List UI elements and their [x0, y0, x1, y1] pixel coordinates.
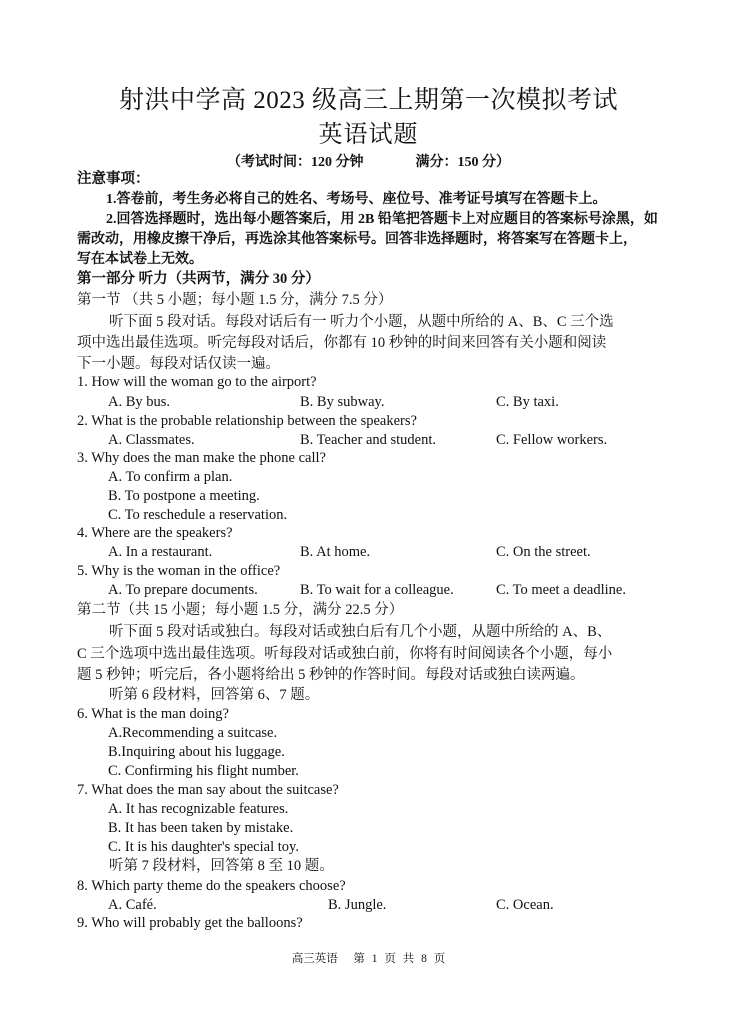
- page-footer: [0, 950, 737, 966]
- notice-heading: 注意事项：: [77, 171, 150, 187]
- section2-intro-line-3: 题 5 秒钟；听完后，各小题将给出 5 秒钟的作答时间。每段对话或独白读两遍。: [77, 667, 585, 683]
- question-5-option-a: A. To prepare documents.: [108, 582, 258, 598]
- question-7-stem: 7. What does the man say about the suitcase?: [77, 782, 339, 798]
- question-5-stem: 5. Why is the woman in the office?: [77, 563, 281, 579]
- question-3-option-a: A. To confirm a plan.: [108, 469, 233, 485]
- material-7-note: 听第 7 段材料，回答第 8 至 10 题。: [109, 858, 334, 874]
- question-7-option-b: B. It has been taken by mistake.: [108, 820, 294, 836]
- question-8-option-b: B. Jungle.: [328, 897, 387, 913]
- footer-page-label: 第: [353, 953, 365, 965]
- question-2-option-a: A. Classmates.: [108, 432, 195, 448]
- section1-intro-line-2: 项中选出最佳选项。听完每段对话后，你都有 10 秒钟的时间来回答有关小题和阅读: [77, 335, 607, 351]
- question-5-option-c: C. To meet a deadline.: [496, 582, 626, 598]
- question-4-option-b: B. At home.: [300, 544, 371, 560]
- exam-meta: [0, 151, 737, 171]
- notice-item-1: 1.答卷前，考生务必将自己的姓名、考场号、座位号、准考证号填写在答题卡上。: [106, 192, 607, 207]
- question-4-option-a: A. In a restaurant.: [108, 544, 213, 560]
- question-2-option-b: B. Teacher and student.: [300, 432, 437, 448]
- question-8-option-a: A. Café.: [108, 897, 157, 913]
- exam-title: 射洪中学高 2023 级高三上期第一次模拟考试: [118, 87, 618, 114]
- question-3-stem: 3. Why does the man make the phone call?: [77, 450, 326, 466]
- question-7-option-c: C. It is his daughter's special toy.: [108, 839, 299, 855]
- footer-page-number: 1: [371, 953, 378, 965]
- section2-intro-line-2: C 三个选项中选出最佳选项。听每段对话或独白前，你将有时间阅读各个小题，每小: [77, 646, 613, 662]
- question-9-stem: 9. Who will probably get the balloons?: [77, 915, 303, 931]
- notice-item-2-line-3: 写在本试卷上无效。: [77, 252, 203, 267]
- exam-score: 满分：150 分）: [415, 155, 510, 170]
- question-2-stem: 2. What is the probable relationship between the speakers?: [77, 413, 417, 429]
- question-6-stem: 6. What is the man doing?: [77, 706, 229, 722]
- section1-intro-line-1: 听下面 5 段对话。每段对话后有一 听力个小题，从题中所给的 A、B、C 三个选: [109, 314, 614, 330]
- section1-intro-line-3: 下一小题。每段对话仅读一遍。: [77, 356, 280, 372]
- question-4-option-c: C. On the street.: [496, 544, 591, 560]
- exam-subtitle: 英语试题: [318, 122, 419, 148]
- part1-heading: 第一部分 听力（共两节，满分 30 分）: [77, 271, 320, 287]
- section1-heading: 第一节 （共 5 小题；每小题 1.5 分，满分 7.5 分）: [77, 292, 393, 308]
- question-3-option-c: C. To reschedule a reservation.: [108, 507, 288, 523]
- question-5-option-b: B. To wait for a colleague.: [300, 582, 454, 598]
- material-6-note: 听第 6 段材料，回答第 6、7 题。: [109, 687, 320, 703]
- section2-intro-line-1: 听下面 5 段对话或独白。每段对话或独白后有几个小题，从题中所给的 A、B、: [109, 624, 612, 640]
- question-2-option-c: C. Fellow workers.: [496, 432, 608, 448]
- footer-total-unit: 页: [433, 953, 446, 965]
- question-8-stem: 8. Which party theme do the speakers choose?: [77, 878, 346, 894]
- exam-time: （考试时间：120 分钟: [227, 155, 364, 170]
- section2-heading: 第二节（共 15 小题；每小题 1.5 分，满分 22.5 分）: [77, 602, 404, 618]
- footer-page-unit: 页: [384, 953, 396, 965]
- question-3-option-b: B. To postpone a meeting.: [108, 488, 260, 504]
- question-6-option-c: C. Confirming his flight number.: [108, 763, 299, 779]
- question-1-stem: 1. How will the woman go to the airport?: [77, 374, 317, 390]
- notice-item-2-line-2: 需改动，用橡皮擦干净后，再选涂其他答案标号。回答非选择题时，将答案写在答题卡上，: [77, 232, 637, 247]
- footer-total-number: 8: [421, 953, 427, 965]
- question-1-option-c: C. By taxi.: [496, 394, 559, 410]
- question-1-option-b: B. By subway.: [300, 394, 385, 410]
- footer-total-label: 共: [402, 953, 415, 965]
- question-1-option-a: A. By bus.: [108, 394, 171, 410]
- footer-subject: 高三英语: [291, 953, 338, 965]
- question-6-option-a: A.Recommending a suitcase.: [108, 725, 278, 741]
- notice-item-2-line-1: 2.回答选择题时，选出每小题答案后，用 2B 铅笔把答题卡上对应题目的答案标号涂黑，如: [106, 212, 658, 227]
- question-6-option-b: B.Inquiring about his luggage.: [108, 744, 285, 760]
- question-7-option-a: A. It has recognizable features.: [108, 801, 289, 817]
- question-8-option-c: C. Ocean.: [496, 897, 554, 913]
- question-4-stem: 4. Where are the speakers?: [77, 525, 233, 541]
